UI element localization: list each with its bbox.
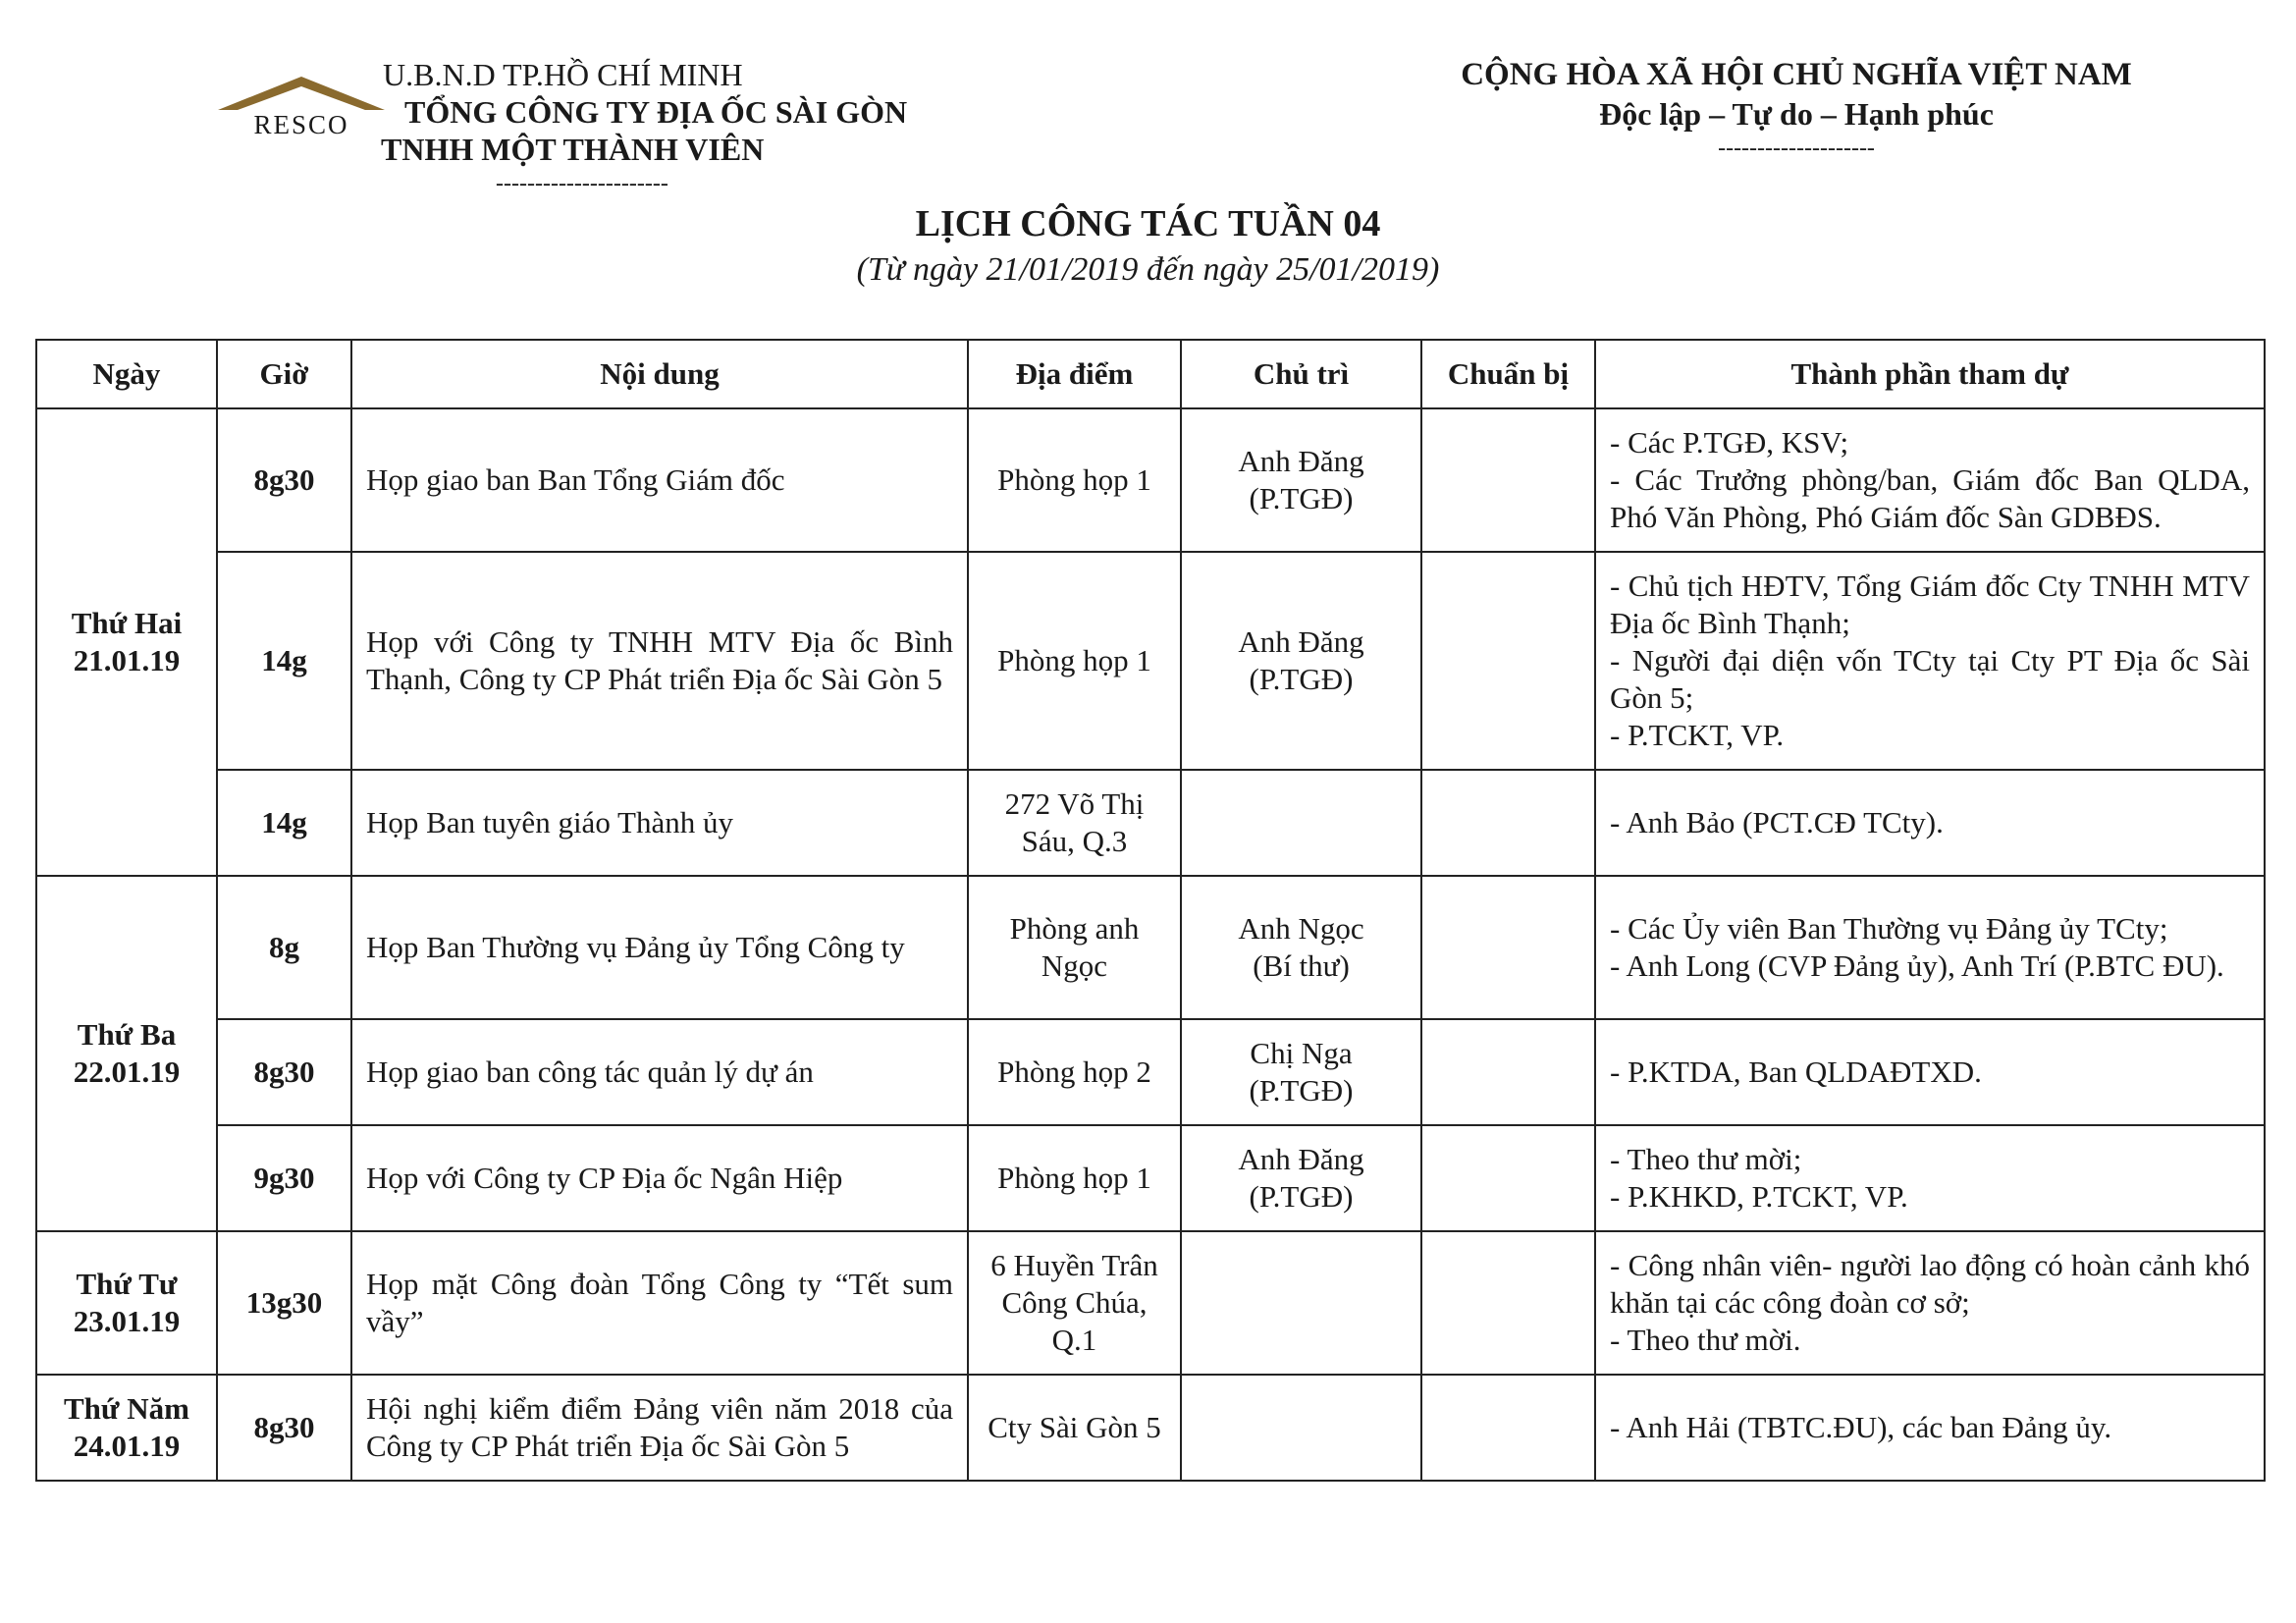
header-left-divider: ---------------------- xyxy=(496,171,668,196)
time-cell: 8g30 xyxy=(217,408,351,552)
chair-cell xyxy=(1181,876,1421,1019)
prep-cell xyxy=(1421,876,1595,1019)
location-cell: 272 Võ Thị Sáu, Q.3 xyxy=(968,770,1181,876)
resco-logo xyxy=(218,75,385,139)
schedule-table xyxy=(35,339,2266,1482)
participant-line: - Người đại diện vốn TCty tại Cty PT Địa ốc Sài Gòn 5; xyxy=(1610,643,2250,715)
table-row xyxy=(36,552,2265,770)
time-cell: 8g30 xyxy=(217,1019,351,1125)
participant-line: - Theo thư mời; xyxy=(1610,1142,1802,1176)
participant-line: - Chủ tịch HĐTV, Tổng Giám đốc Cty TNHH MTV Địa ốc Bình Thạnh; xyxy=(1610,568,2250,640)
chair-role: (P.TGĐ) xyxy=(1249,1073,1354,1108)
chair-name: Chị Nga xyxy=(1250,1036,1353,1070)
participant-line: - Công nhân viên- người lao động có hoàn cảnh khó khăn tại các công đoàn cơ sở; xyxy=(1610,1248,2250,1320)
participants-cell xyxy=(1595,876,2265,1019)
table-row xyxy=(36,1019,2265,1125)
header-right-divider: -------------------- xyxy=(1718,135,1875,161)
content-cell: Họp giao ban Ban Tổng Giám đốc xyxy=(351,408,968,552)
prep-cell xyxy=(1421,770,1595,876)
participant-line: - Theo thư mời. xyxy=(1610,1323,1801,1357)
day-name: Thứ Năm xyxy=(64,1391,189,1426)
prep-cell xyxy=(1421,408,1595,552)
day-name: Thứ Tư xyxy=(76,1267,178,1301)
time-cell: 9g30 xyxy=(217,1125,351,1231)
table-row xyxy=(36,1125,2265,1231)
roof-icon xyxy=(218,75,385,114)
prep-cell xyxy=(1421,1019,1595,1125)
participant-line: - Anh Long (CVP Đảng ủy), Anh Trí (P.BTC ĐU). xyxy=(1610,948,2224,983)
day-date: 21.01.19 xyxy=(73,643,181,677)
prep-cell xyxy=(1421,552,1595,770)
chair-name: Anh Đăng xyxy=(1238,444,1364,478)
participants-cell xyxy=(1595,1231,2265,1375)
chair-role: (P.TGĐ) xyxy=(1249,1179,1354,1214)
participant-line: - Anh Bảo (PCT.CĐ TCty). xyxy=(1610,805,1944,839)
participants-cell xyxy=(1595,1375,2265,1481)
location-cell: Cty Sài Gòn 5 xyxy=(968,1375,1181,1481)
chair-role: (P.TGĐ) xyxy=(1249,662,1354,696)
content-cell: Họp mặt Công đoàn Tổng Công ty “Tết sum vầy” xyxy=(351,1231,968,1375)
company-name-line2: TNHH MỘT THÀNH VIÊN xyxy=(381,132,765,167)
logo-text: RESCO xyxy=(253,110,349,139)
table-row xyxy=(36,770,2265,876)
company-name-line1: TỔNG CÔNG TY ĐỊA ỐC SÀI GÒN xyxy=(404,94,908,130)
time-cell: 14g xyxy=(217,552,351,770)
location-cell: Phòng họp 1 xyxy=(968,408,1181,552)
participants-cell xyxy=(1595,770,2265,876)
agency-name: U.B.N.D TP.HỒ CHÍ MINH xyxy=(383,57,743,92)
time-cell: 8g30 xyxy=(217,1375,351,1481)
nation-name: CỘNG HÒA XÃ HỘI CHỦ NGHĨA VIỆT NAM xyxy=(1461,57,2132,92)
page-title: LỊCH CÔNG TÁC TUẦN 04 xyxy=(915,203,1381,244)
location-cell: Phòng họp 1 xyxy=(968,1125,1181,1231)
header-day: Ngày xyxy=(36,340,217,408)
participants-cell xyxy=(1595,1019,2265,1125)
table-row xyxy=(36,876,2265,1019)
day-date: 24.01.19 xyxy=(73,1429,181,1463)
prep-cell xyxy=(1421,1231,1595,1375)
table-header-row xyxy=(36,340,2265,408)
participant-line: - Anh Hải (TBTC.ĐU), các ban Đảng ủy. xyxy=(1610,1410,2112,1444)
content-cell: Họp Ban Thường vụ Đảng ủy Tổng Công ty xyxy=(351,876,968,1019)
time-cell: 13g30 xyxy=(217,1231,351,1375)
day-cell xyxy=(36,876,217,1231)
day-cell xyxy=(36,1231,217,1375)
time-cell: 8g xyxy=(217,876,351,1019)
chair-cell xyxy=(1181,1375,1421,1481)
location-cell: 6 Huyền Trân Công Chúa, Q.1 xyxy=(968,1231,1181,1375)
day-name: Thứ Ba xyxy=(77,1017,177,1052)
table-row xyxy=(36,1231,2265,1375)
day-date: 22.01.19 xyxy=(73,1055,181,1089)
participant-line: - Các Trưởng phòng/ban, Giám đốc Ban QLDA, Phó Văn Phòng, Phó Giám đốc Sàn GDBĐS. xyxy=(1610,462,2250,534)
participants-cell xyxy=(1595,408,2265,552)
national-motto: Độc lập – Tự do – Hạnh phúc xyxy=(1599,96,1994,132)
time-cell: 14g xyxy=(217,770,351,876)
chair-role: (P.TGĐ) xyxy=(1249,481,1354,515)
participant-line: - P.TCKT, VP. xyxy=(1610,718,1785,752)
participants-cell xyxy=(1595,552,2265,770)
participant-line: - P.KTDA, Ban QLDAĐTXD. xyxy=(1610,1055,1982,1089)
page-subtitle: (Từ ngày 21/01/2019 đến ngày 25/01/2019) xyxy=(856,251,1440,288)
location-cell: Phòng họp 1 xyxy=(968,552,1181,770)
chair-cell xyxy=(1181,1019,1421,1125)
location-cell: Phòng anh Ngọc xyxy=(968,876,1181,1019)
day-cell xyxy=(36,1375,217,1481)
chair-name: Anh Đăng xyxy=(1238,624,1364,659)
chair-role: (Bí thư) xyxy=(1253,948,1350,983)
content-cell: Họp giao ban công tác quản lý dự án xyxy=(351,1019,968,1125)
chair-name: Anh Ngọc xyxy=(1238,911,1364,946)
table-row xyxy=(36,408,2265,552)
prep-cell xyxy=(1421,1375,1595,1481)
day-date: 23.01.19 xyxy=(73,1304,181,1338)
header-content: Nội dung xyxy=(351,340,968,408)
content-cell: Họp Ban tuyên giáo Thành ủy xyxy=(351,770,968,876)
chair-cell xyxy=(1181,408,1421,552)
participant-line: - Các Ủy viên Ban Thường vụ Đảng ủy TCty; xyxy=(1610,911,2168,946)
chair-cell xyxy=(1181,1125,1421,1231)
chair-cell xyxy=(1181,552,1421,770)
day-cell xyxy=(36,408,217,876)
participant-line: - P.KHKD, P.TCKT, VP. xyxy=(1610,1179,1908,1214)
participant-line: - Các P.TGĐ, KSV; xyxy=(1610,425,1849,460)
day-name: Thứ Hai xyxy=(71,606,183,640)
header-prep: Chuẩn bị xyxy=(1421,340,1595,408)
content-cell: Họp với Công ty CP Địa ốc Ngân Hiệp xyxy=(351,1125,968,1231)
prep-cell xyxy=(1421,1125,1595,1231)
participants-cell xyxy=(1595,1125,2265,1231)
header-time: Giờ xyxy=(217,340,351,408)
content-cell: Hội nghị kiểm điểm Đảng viên năm 2018 của Công ty CP Phát triển Địa ốc Sài Gòn 5 xyxy=(351,1375,968,1481)
header-chair: Chủ trì xyxy=(1181,340,1421,408)
content-cell: Họp với Công ty TNHH MTV Địa ốc Bình Thạnh, Công ty CP Phát triển Địa ốc Sài Gòn 5 xyxy=(351,552,968,770)
chair-cell xyxy=(1181,770,1421,876)
location-cell: Phòng họp 2 xyxy=(968,1019,1181,1125)
chair-cell xyxy=(1181,1231,1421,1375)
chair-name: Anh Đăng xyxy=(1238,1142,1364,1176)
header-participants: Thành phần tham dự xyxy=(1595,340,2265,408)
header-location: Địa điểm xyxy=(968,340,1181,408)
table-row xyxy=(36,1375,2265,1481)
